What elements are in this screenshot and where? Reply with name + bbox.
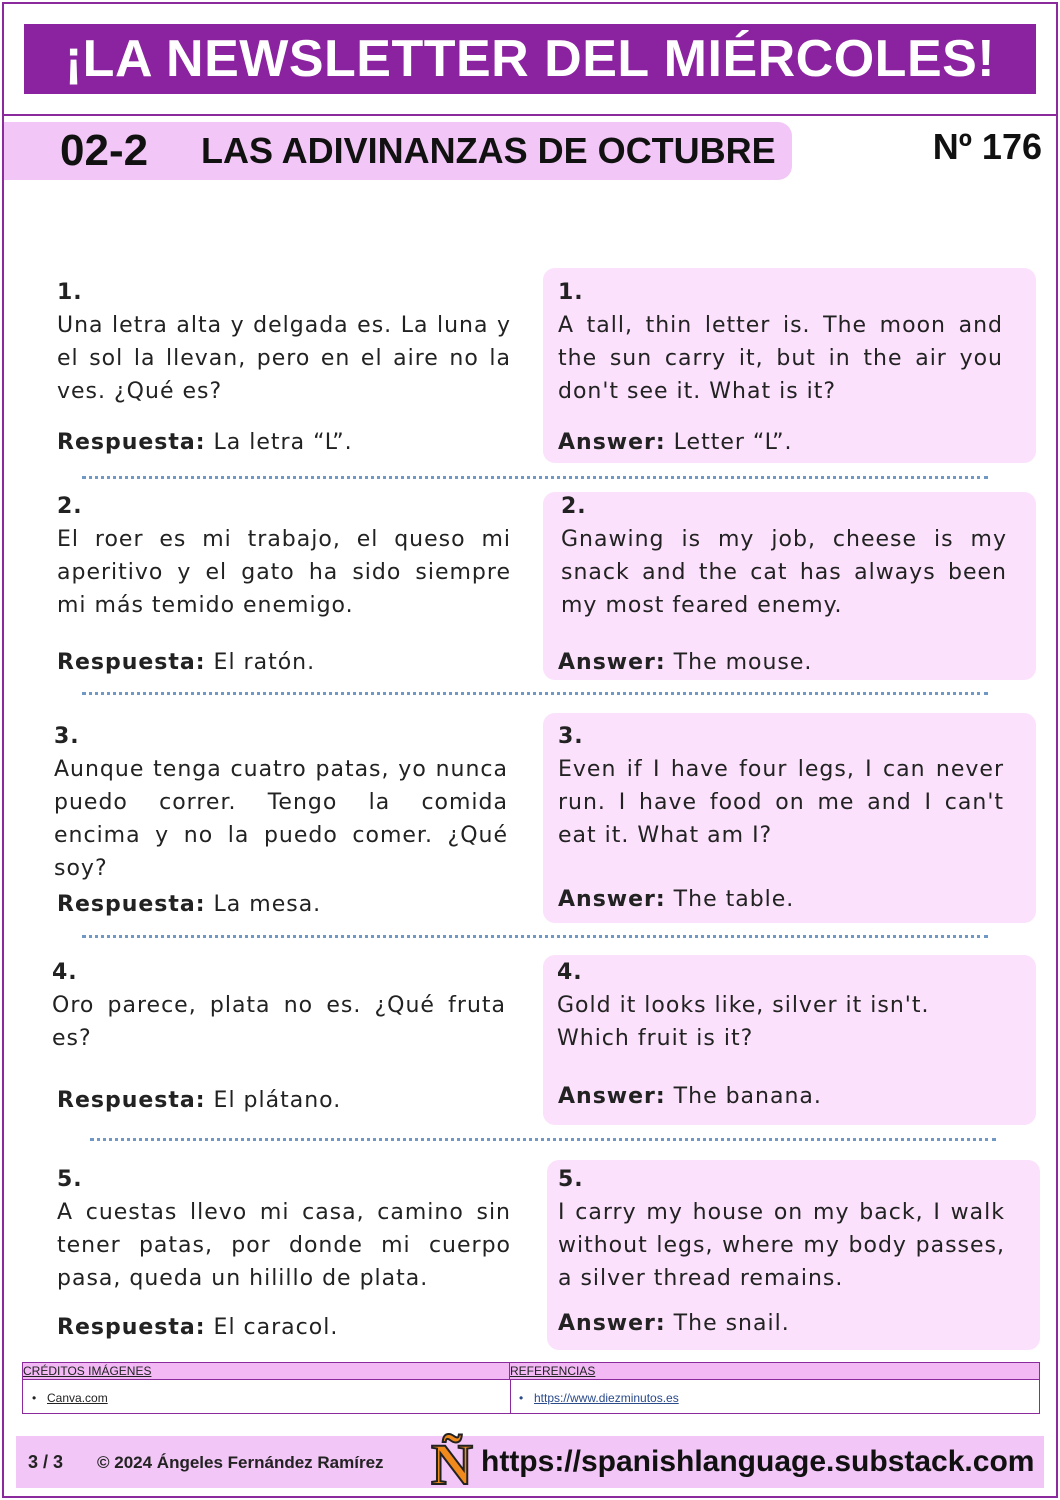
answer-label: Respuesta: xyxy=(57,1088,206,1113)
n-tilde-logo-icon xyxy=(430,1428,474,1490)
riddle-answer xyxy=(558,1307,790,1340)
riddle-es-3 xyxy=(54,720,508,920)
riddle-number: 3. xyxy=(54,724,80,749)
dotted-separator xyxy=(90,1138,996,1141)
copyright: © 2024 Ángeles Fernández Ramírez xyxy=(97,1453,384,1472)
answer-text: El plátano. xyxy=(205,1088,342,1113)
answer-label: Respuesta: xyxy=(57,650,206,675)
section-code: 02-2 xyxy=(60,126,149,175)
answer-text: The banana. xyxy=(665,1084,822,1109)
dotted-separator xyxy=(82,692,988,695)
riddle-es-5 xyxy=(57,1163,511,1348)
riddle-number: 5. xyxy=(57,1167,83,1192)
riddle-answer xyxy=(57,1084,341,1117)
riddle-text: El roer es mi trabajo, el queso mi aperitivo y el gato ha sido siempre mi más temido enemigo. xyxy=(57,527,511,618)
substack-link[interactable]: https://spanishlanguage.substack.com xyxy=(481,1445,1035,1478)
answer-label: Answer: xyxy=(558,1084,666,1109)
riddle-answer xyxy=(558,1080,822,1113)
answer-text: El caracol. xyxy=(205,1315,339,1340)
riddle-es-2 xyxy=(57,490,511,680)
riddle-answer xyxy=(57,426,353,459)
riddle-text: A tall, thin letter is. The moon and the sun carry it, but in the air you don't see it. What is it? xyxy=(558,313,1003,404)
dotted-separator xyxy=(82,476,988,479)
riddle-en-1 xyxy=(558,276,1003,456)
riddle-answer xyxy=(558,426,793,459)
riddle-number: 5. xyxy=(558,1167,584,1192)
riddle-answer xyxy=(558,883,794,916)
newsletter-title: ¡LA NEWSLETTER DEL MIÉRCOLES! xyxy=(24,24,1036,94)
riddle-en-4 xyxy=(557,956,1004,1126)
riddle-number: 2. xyxy=(561,494,587,519)
riddle-number: 1. xyxy=(57,280,83,305)
riddle-text: Even if I have four legs, I can never run. I have food on me and I can't eat it. What am I? xyxy=(558,757,1004,848)
answer-text: Letter “L”. xyxy=(665,430,793,455)
page-number: 3 / 3 xyxy=(28,1452,64,1472)
riddle-number: 3. xyxy=(558,724,584,749)
references-header: REFERENCIAS xyxy=(510,1363,1039,1380)
riddle-es-1 xyxy=(57,276,511,456)
answer-label: Respuesta: xyxy=(57,892,206,917)
credits-link[interactable]: • Canva.com xyxy=(47,1390,108,1406)
section-title: LAS ADIVINANZAS DE OCTUBRE xyxy=(201,130,776,171)
riddle-text: A cuestas llevo mi casa, camino sin tener patas, por donde mi cuerpo pasa, queda un hilillo de plata. xyxy=(57,1200,511,1291)
riddle-number: 4. xyxy=(52,960,78,985)
answer-text: The table. xyxy=(665,887,795,912)
riddle-en-3 xyxy=(558,720,1004,920)
riddle-text: Gold it looks like, silver it isn't. Which fruit is it? xyxy=(557,993,930,1051)
logo-letter: Ñ xyxy=(431,1432,473,1490)
table-divider xyxy=(510,1380,511,1414)
answer-label: Answer: xyxy=(558,430,666,455)
dotted-separator xyxy=(82,935,988,938)
riddle-text: Aunque tenga cuatro patas, yo nunca puedo correr. Tengo la comida encima y no la puedo comer. ¿Qué soy? xyxy=(54,757,508,881)
riddle-answer xyxy=(57,888,321,921)
header-divider xyxy=(2,114,1058,116)
riddle-text: Oro parece, plata no es. ¿Qué fruta es? xyxy=(52,993,506,1051)
answer-text: La letra “L”. xyxy=(205,430,353,455)
riddle-answer xyxy=(558,646,812,679)
riddle-en-5 xyxy=(558,1163,1005,1348)
answer-text: The mouse. xyxy=(665,650,813,675)
answer-label: Answer: xyxy=(558,887,666,912)
answer-label: Answer: xyxy=(558,1311,666,1336)
credits-header: CRÉDITOS IMÁGENES xyxy=(23,1363,510,1380)
answer-text: La mesa. xyxy=(205,892,322,917)
answer-label: Respuesta: xyxy=(57,430,206,455)
references-table xyxy=(22,1362,1040,1414)
issue-number: Nº 176 xyxy=(932,126,1042,167)
riddle-text: Gnawing is my job, cheese is my snack and the cat has always been my most feared enemy. xyxy=(561,527,1007,618)
riddle-number: 4. xyxy=(557,960,583,985)
riddle-text: Una letra alta y delgada es. La luna y el sol la llevan, pero en el aire no la ves. ¿Qué es? xyxy=(57,313,511,404)
answer-label: Respuesta: xyxy=(57,1315,206,1340)
riddle-es-4 xyxy=(52,956,506,1126)
riddle-answer xyxy=(57,646,315,679)
answer-label: Answer: xyxy=(558,650,666,675)
answer-text: El ratón. xyxy=(205,650,316,675)
answer-text: The snail. xyxy=(665,1311,790,1336)
riddle-number: 1. xyxy=(558,280,584,305)
reference-link[interactable]: • https://www.diezminutos.es xyxy=(534,1390,679,1406)
riddle-text: I carry my house on my back, I walk without legs, where my body passes, a silver thread remains. xyxy=(558,1200,1005,1291)
riddle-en-2 xyxy=(558,490,1007,680)
riddle-answer xyxy=(57,1311,338,1344)
riddle-number: 2. xyxy=(57,494,83,519)
